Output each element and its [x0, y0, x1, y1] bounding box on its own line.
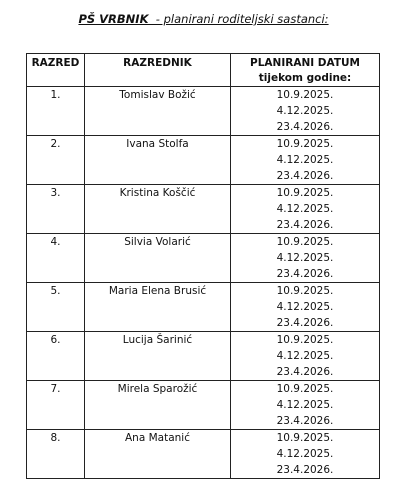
dates-cell [231, 381, 380, 430]
date-3: 23.4.2026. [276, 170, 334, 182]
razrednik-cell: Ivana Stolfa [85, 136, 231, 185]
razrednik-cell: Silvia Volarić [85, 234, 231, 283]
date-1: 10.9.2025. [276, 187, 334, 199]
date-2: 4.12.2025. [276, 448, 334, 460]
dates-cell [231, 234, 380, 283]
date-1: 10.9.2025. [276, 89, 334, 101]
date-3: 23.4.2026. [276, 415, 334, 427]
table-body [27, 87, 380, 479]
date-1: 10.9.2025. [276, 383, 334, 395]
header-datum-line2: tijekom godine: [258, 72, 352, 84]
table-header-row [27, 54, 380, 87]
dates-cell [231, 185, 380, 234]
razred-cell: 6. [27, 332, 85, 381]
date-2: 4.12.2025. [276, 203, 334, 215]
table-row [27, 381, 380, 430]
header-razrednik: RAZREDNIK [85, 54, 231, 87]
table-row [27, 87, 380, 136]
date-2: 4.12.2025. [276, 105, 334, 117]
razred-cell: 5. [27, 283, 85, 332]
date-1: 10.9.2025. [276, 432, 334, 444]
razrednik-cell: Kristina Koščić [85, 185, 231, 234]
date-2: 4.12.2025. [276, 154, 334, 166]
meetings-table [26, 53, 380, 479]
date-2: 4.12.2025. [276, 350, 334, 362]
date-1: 10.9.2025. [276, 138, 334, 150]
date-3: 23.4.2026. [276, 317, 334, 329]
dates-cell [231, 87, 380, 136]
razred-cell: 8. [27, 430, 85, 479]
date-3: 23.4.2026. [276, 464, 334, 476]
table-row [27, 430, 380, 479]
razred-cell: 7. [27, 381, 85, 430]
dates-cell [231, 283, 380, 332]
date-1: 10.9.2025. [276, 285, 334, 297]
document-title [0, 12, 407, 26]
header-razred: RAZRED [27, 54, 85, 87]
razrednik-cell: Mirela Sparožić [85, 381, 231, 430]
title-subtitle: - planirani roditeljski sastanci: [148, 12, 329, 26]
date-1: 10.9.2025. [276, 236, 334, 248]
date-2: 4.12.2025. [276, 252, 334, 264]
date-3: 23.4.2026. [276, 268, 334, 280]
razred-cell: 2. [27, 136, 85, 185]
table-row [27, 332, 380, 381]
dates-cell [231, 136, 380, 185]
date-3: 23.4.2026. [276, 219, 334, 231]
razrednik-cell: Ana Matanić [85, 430, 231, 479]
table-row [27, 185, 380, 234]
table-row [27, 234, 380, 283]
date-2: 4.12.2025. [276, 301, 334, 313]
razred-cell: 3. [27, 185, 85, 234]
razred-cell: 1. [27, 87, 85, 136]
dates-cell [231, 430, 380, 479]
header-datum [231, 54, 380, 87]
razrednik-cell: Tomislav Božić [85, 87, 231, 136]
razrednik-cell: Maria Elena Brusić [85, 283, 231, 332]
table-row [27, 283, 380, 332]
dates-cell [231, 332, 380, 381]
razrednik-cell: Lucija Šarinić [85, 332, 231, 381]
date-1: 10.9.2025. [276, 334, 334, 346]
date-3: 23.4.2026. [276, 366, 334, 378]
header-datum-line1: PLANIRANI DATUM [250, 57, 360, 69]
razred-cell: 4. [27, 234, 85, 283]
date-3: 23.4.2026. [276, 121, 334, 133]
school-name: PŠ VRBNIK [78, 12, 149, 26]
date-2: 4.12.2025. [276, 399, 334, 411]
table-row [27, 136, 380, 185]
